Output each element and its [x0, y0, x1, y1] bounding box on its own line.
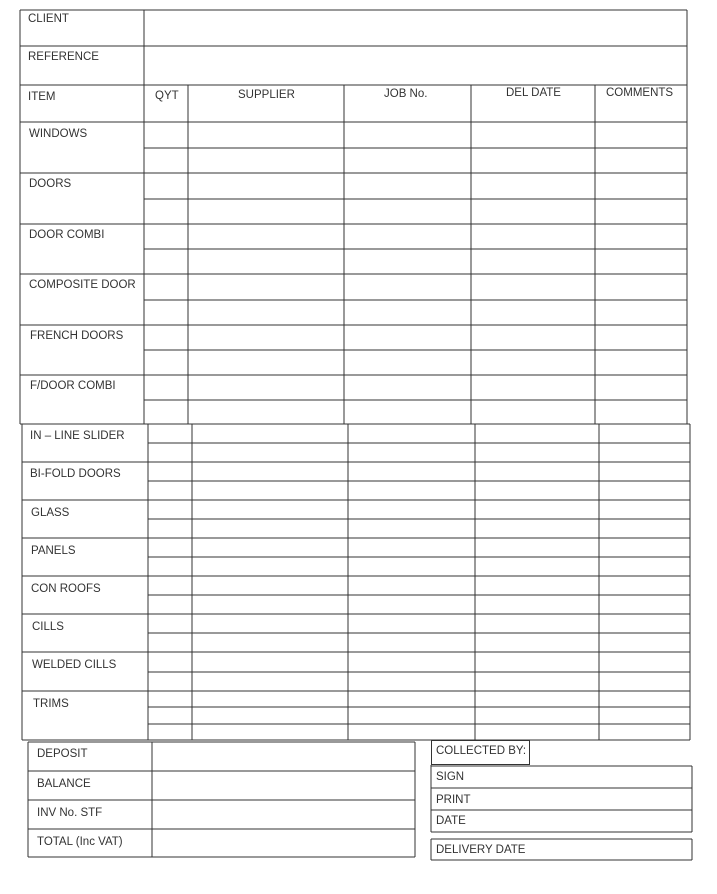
- delivery-date-field[interactable]: [530, 839, 692, 860]
- item-label-french-doors: FRENCH DOORS: [30, 330, 124, 342]
- print-label: PRINT: [436, 794, 471, 806]
- item-label-windows: WINDOWS: [29, 128, 88, 140]
- inv-no-field[interactable]: [152, 800, 415, 829]
- deposit-label: DEPOSIT: [37, 748, 88, 760]
- date-field[interactable]: [470, 811, 692, 832]
- client-label: CLIENT: [28, 13, 69, 25]
- total-inc-vat-field[interactable]: [152, 829, 415, 857]
- col-header-supplier: SUPPLIER: [238, 89, 295, 101]
- print-field[interactable]: [470, 789, 692, 811]
- item-label-con-roofs: CON ROOFS: [31, 583, 101, 595]
- item-label-door-combi: DOOR COMBI: [29, 229, 105, 241]
- balance-field[interactable]: [152, 771, 415, 800]
- reference-label: REFERENCE: [28, 51, 99, 63]
- item-label-panels: PANELS: [31, 545, 76, 557]
- deposit-field[interactable]: [152, 742, 415, 771]
- balance-label: BALANCE: [37, 778, 91, 790]
- total-inc-vat-label: TOTAL (Inc VAT): [37, 836, 123, 848]
- item-label-welded-cills: WELDED CILLS: [32, 659, 117, 671]
- sign-label: SIGN: [436, 771, 465, 783]
- sign-field[interactable]: [470, 766, 692, 788]
- date-label: DATE: [436, 815, 466, 827]
- item-label-cills: CILLS: [32, 621, 64, 633]
- item-label-f-door-combi: F/DOOR COMBI: [30, 380, 116, 392]
- item-label-composite-door: COMPOSITE DOOR: [29, 279, 136, 291]
- item-label-glass: GLASS: [31, 507, 70, 519]
- collected-by-label: COLLECTED BY:: [436, 745, 527, 757]
- col-header-del-date: DEL DATE: [506, 87, 561, 99]
- item-label-trims: TRIMS: [33, 698, 69, 710]
- item-label-bi-fold-doors: BI-FOLD DOORS: [30, 468, 121, 480]
- col-header-comments: COMMENTS: [606, 87, 674, 99]
- delivery-date-label: DELIVERY DATE: [436, 844, 526, 856]
- col-header-qty: QYT: [155, 90, 179, 102]
- client-field[interactable]: [145, 11, 686, 46]
- inv-no-label: INV No. STF: [37, 807, 103, 819]
- col-header-item: ITEM: [28, 91, 56, 103]
- item-label-in-line-slider: IN – LINE SLIDER: [30, 430, 125, 442]
- col-header-job-no: JOB No.: [384, 88, 428, 100]
- reference-field[interactable]: [145, 47, 686, 85]
- item-label-doors: DOORS: [29, 178, 72, 190]
